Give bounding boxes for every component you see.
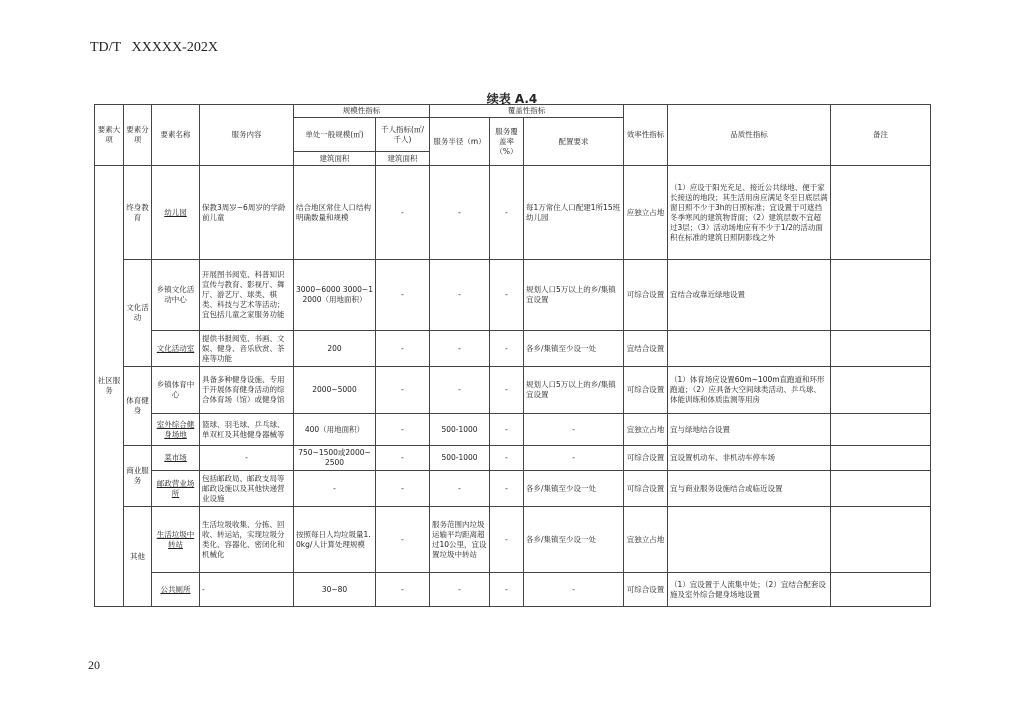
requirement: 各乡/集镇至少设一处 (524, 331, 624, 367)
header-remark: 备注 (831, 105, 931, 166)
unit-scale: 30~80 (294, 573, 376, 607)
header-subcategory: 要素分项 (124, 105, 152, 166)
per-thousand: - (376, 573, 430, 607)
remark (831, 260, 931, 331)
quality: 宜与商业服务设施结合或临近设置 (668, 471, 831, 507)
header-unit-scale: 单处一般规模(㎡) (294, 118, 376, 152)
header-efficiency: 效率性指标 (624, 105, 668, 166)
unit-scale: 2000~5000 (294, 367, 376, 414)
efficiency: 可综合设置 (624, 260, 668, 331)
page-number: 20 (88, 658, 100, 672)
coverage-rate: - (490, 166, 524, 260)
requirement: 各乡/集镇至少设一处 (524, 471, 624, 507)
table-row (95, 471, 931, 507)
efficiency: 宜独立占地 (624, 507, 668, 573)
subcategory-cell: 体育健身 (124, 367, 152, 446)
unit-scale: 400（用地面积） (294, 414, 376, 446)
service-content: 具备多种健身设施、专用于开展体育健身活动的综合体育场（馆）或健身馆 (200, 367, 294, 414)
service-radius: 服务范围内垃圾运输平均距离超过10公里，宜设置垃圾中转站 (430, 507, 490, 573)
table-row (95, 260, 931, 331)
per-thousand: - (376, 507, 430, 573)
subcategory-cell: 其他 (124, 507, 152, 607)
service-content: 生活垃圾收集、分拣、回收、转运站，实现垃圾分类化、容器化、密闭化和机械化 (200, 507, 294, 573)
remark (831, 573, 931, 607)
unit-scale: - (294, 471, 376, 507)
efficiency: 应独立占地 (624, 166, 668, 260)
service-content: - (200, 573, 294, 607)
service-content: 提供书报阅览、书画、文娱、健身、音乐欣赏、茶座等功能 (200, 331, 294, 367)
per-thousand: - (376, 367, 430, 414)
facility-name: 幼儿园 (152, 166, 200, 260)
quality: （1）应设于阳光充足、接近公共绿地、便于家长接送的地段；其生活用房应满足冬至日底层满窗日照不少于3h的日照标准；宜设置于可遮挡冬季寒风的建筑物背面；（2）建筑层数不宜超过3层；（3）活动场地应有不少于1/2的活动面积在标准的建筑日照阴影线之外 (668, 166, 831, 260)
service-radius: - (430, 331, 490, 367)
remark (831, 507, 931, 573)
header-per-thousand: 千人指标(㎡/千人) (376, 118, 430, 152)
facility-table (94, 104, 931, 607)
header-category: 要素大项 (95, 105, 124, 166)
quality: 宜与绿地结合设置 (668, 414, 831, 446)
table-row (95, 573, 931, 607)
category-cell: 社区服务 (95, 166, 124, 607)
service-content: 保教3周岁~6周岁的学龄前儿童 (200, 166, 294, 260)
service-radius: - (430, 573, 490, 607)
service-radius: 500-1000 (430, 414, 490, 446)
remark (831, 367, 931, 414)
per-thousand: - (376, 166, 430, 260)
per-thousand: - (376, 331, 430, 367)
service-radius: - (430, 471, 490, 507)
table-title: 续表 A.4 (486, 92, 538, 106)
unit-scale: 结合地区常住人口结构明确数量和规模 (294, 166, 376, 260)
per-thousand: - (376, 260, 430, 331)
service-content: 包括邮政局、邮政支局等邮政设施以及其他快递营业设施 (200, 471, 294, 507)
header-building-area: 建筑面积 (294, 152, 376, 166)
facility-name: 文化活动室 (152, 331, 200, 367)
efficiency: 宜独立占地 (624, 414, 668, 446)
service-radius: - (430, 367, 490, 414)
efficiency: 宜结合设置 (624, 331, 668, 367)
table-row (95, 367, 931, 414)
coverage-rate: - (490, 260, 524, 331)
quality: 宜设置机动车、非机动车停车场 (668, 446, 831, 471)
facility-name: 乡镇体育中心 (152, 367, 200, 414)
remark (831, 414, 931, 446)
coverage-rate: - (490, 414, 524, 446)
quality (668, 331, 831, 367)
unit-scale: 3000~6000 3000~12000（用地面积） (294, 260, 376, 331)
header-requirement: 配置要求 (524, 118, 624, 166)
per-thousand: - (376, 471, 430, 507)
facility-name: 乡镇文化活动中心 (152, 260, 200, 331)
service-content: - (200, 446, 294, 471)
service-content: 篮球、羽毛球、乒乓球、单双杠及其他健身器械等 (200, 414, 294, 446)
quality: （1）宜设置于人流集中处；（2）宜结合配套设施及室外综合健身场地设置 (668, 573, 831, 607)
per-thousand: - (376, 414, 430, 446)
facility-name: 菜市场 (152, 446, 200, 471)
service-radius: 500-1000 (430, 446, 490, 471)
coverage-rate: - (490, 471, 524, 507)
requirement: 各乡/集镇至少设一处 (524, 507, 624, 573)
service-radius: - (430, 166, 490, 260)
header-quality: 品质性指标 (668, 105, 831, 166)
remark (831, 446, 931, 471)
facility-name: 室外综合健身场地 (152, 414, 200, 446)
document-code: TD/T XXXXX-202X (90, 40, 218, 55)
subcategory-cell: 终身教育 (124, 166, 152, 260)
header-name: 要素名称 (152, 105, 200, 166)
coverage-rate: - (490, 446, 524, 471)
quality (668, 507, 831, 573)
requirement: 规划人口5万以上的乡/集镇宜设置 (524, 367, 624, 414)
coverage-rate: - (490, 367, 524, 414)
efficiency: 可综合设置 (624, 573, 668, 607)
header-coverage-rate: 服务覆盖率（%） (490, 118, 524, 166)
header-scale: 规模性指标 (294, 105, 430, 118)
efficiency: 可综合设置 (624, 446, 668, 471)
table-row (95, 331, 931, 367)
table-row (95, 446, 931, 471)
coverage-rate: - (490, 331, 524, 367)
requirement: 规划人口5万以上的乡/集镇宜设置 (524, 260, 624, 331)
requirement: 每1万常住人口配建1所15班幼儿园 (524, 166, 624, 260)
header-radius: 服务半径（m） (430, 118, 490, 166)
quality: （1）体育场应设置60m~100m直跑道和环形跑道；（2）应具备大空间球类活动、乒乓球、体能训练和体质监测等用房 (668, 367, 831, 414)
efficiency: 可综合设置 (624, 367, 668, 414)
table-row (95, 414, 931, 446)
requirement: - (524, 573, 624, 607)
header-row-1 (95, 105, 931, 118)
remark (831, 331, 931, 367)
coverage-rate: - (490, 573, 524, 607)
coverage-rate: - (490, 507, 524, 573)
facility-name: 邮政营业场所 (152, 471, 200, 507)
subcategory-cell: 文化活动 (124, 260, 152, 367)
subcategory-cell: 商业服务 (124, 446, 152, 507)
unit-scale: 按照每日人均垃圾量1.0kg/人计算处理规模 (294, 507, 376, 573)
unit-scale: 200 (294, 331, 376, 367)
header-service: 服务内容 (200, 105, 294, 166)
facility-name: 生活垃圾中转站 (152, 507, 200, 573)
table-row (95, 166, 931, 260)
remark (831, 166, 931, 260)
unit-scale: 750~1500或2000~2500 (294, 446, 376, 471)
service-radius: - (430, 260, 490, 331)
header-coverage: 覆盖性指标 (430, 105, 624, 118)
table-row (95, 507, 931, 573)
quality: 宜结合或靠近绿地设置 (668, 260, 831, 331)
requirement: - (524, 414, 624, 446)
service-content: 开展图书阅览、科普知识宣传与教育、影视厅、舞厅、游艺厅、球类、棋类、科技与艺术等活动；宜包括儿童之家服务功能 (200, 260, 294, 331)
per-thousand: - (376, 446, 430, 471)
header-building-area: 建筑面积 (376, 152, 430, 166)
requirement: - (524, 446, 624, 471)
remark (831, 471, 931, 507)
efficiency: 可综合设置 (624, 471, 668, 507)
facility-name: 公共厕所 (152, 573, 200, 607)
